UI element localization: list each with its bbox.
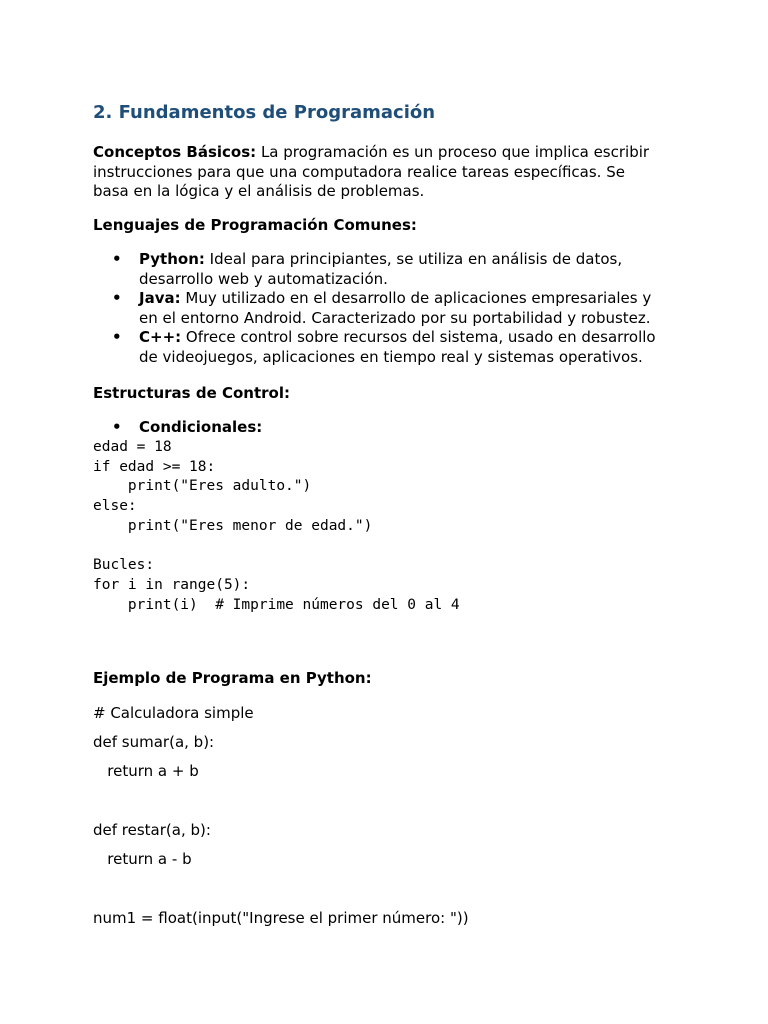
bullet-icon: • xyxy=(112,418,122,436)
language-desc-line1: Muy utilizado en el desarrollo de aplicaciones empresariales y xyxy=(180,289,652,307)
control-code-block: edad = 18 if edad >= 18: print("Eres adulto.") else: print("Eres menor de edad.") Bucles: for i in range(5): print(i) # Imprime números del 0 al 4 xyxy=(93,439,460,613)
example-line: return a - b xyxy=(93,850,192,868)
language-desc-line1: Ofrece control sobre recursos del sistema, usado en desarrollo xyxy=(181,328,656,346)
list-item xyxy=(93,328,693,367)
bullet-icon: • xyxy=(112,250,122,268)
concepts-label: Conceptos Básicos: xyxy=(93,143,257,161)
list-item xyxy=(93,418,693,438)
example-line: def sumar(a, b): xyxy=(93,733,215,751)
bullet-icon: • xyxy=(112,328,122,346)
languages-list xyxy=(93,250,693,367)
languages-heading: Lenguajes de Programación Comunes: xyxy=(93,216,417,234)
list-item xyxy=(93,289,693,328)
concepts-text-line2: instrucciones para que una computadora realice tareas específicas. Se xyxy=(93,162,625,181)
example-line: # Calculadora simple xyxy=(93,704,254,722)
list-item xyxy=(93,250,693,289)
concepts-text-line3: basa en la lógica y el análisis de problemas. xyxy=(93,182,425,200)
control-heading: Estructuras de Control: xyxy=(93,384,290,402)
language-name: C++: xyxy=(139,328,182,346)
example-line: def restar(a, b): xyxy=(93,821,211,839)
example-heading: Ejemplo de Programa en Python: xyxy=(93,669,372,687)
control-list xyxy=(93,418,693,438)
language-name: Java: xyxy=(139,289,181,307)
language-desc-line2: desarrollo web y automatización. xyxy=(139,269,388,288)
concepts-text-line1: La programación es un proceso que implica escribir xyxy=(256,143,650,161)
example-line: return a + b xyxy=(93,762,199,780)
language-name: Python: xyxy=(139,250,205,268)
bullet-icon: • xyxy=(112,289,122,307)
concepts-paragraph xyxy=(93,143,649,202)
section-title: 2. Fundamentos de Programación xyxy=(93,102,436,123)
language-desc-line2: en el entorno Android. Caracterizado por su portabilidad y robustez. xyxy=(139,308,651,327)
conditionals-label: Condicionales: xyxy=(139,418,263,436)
language-desc-line2: de videojuegos, aplicaciones en tiempo real y sistemas operativos. xyxy=(139,347,643,366)
language-desc-line1: Ideal para principiantes, se utiliza en análisis de datos, xyxy=(204,250,623,268)
example-line: num1 = float(input("Ingrese el primer número: ")) xyxy=(93,909,469,927)
